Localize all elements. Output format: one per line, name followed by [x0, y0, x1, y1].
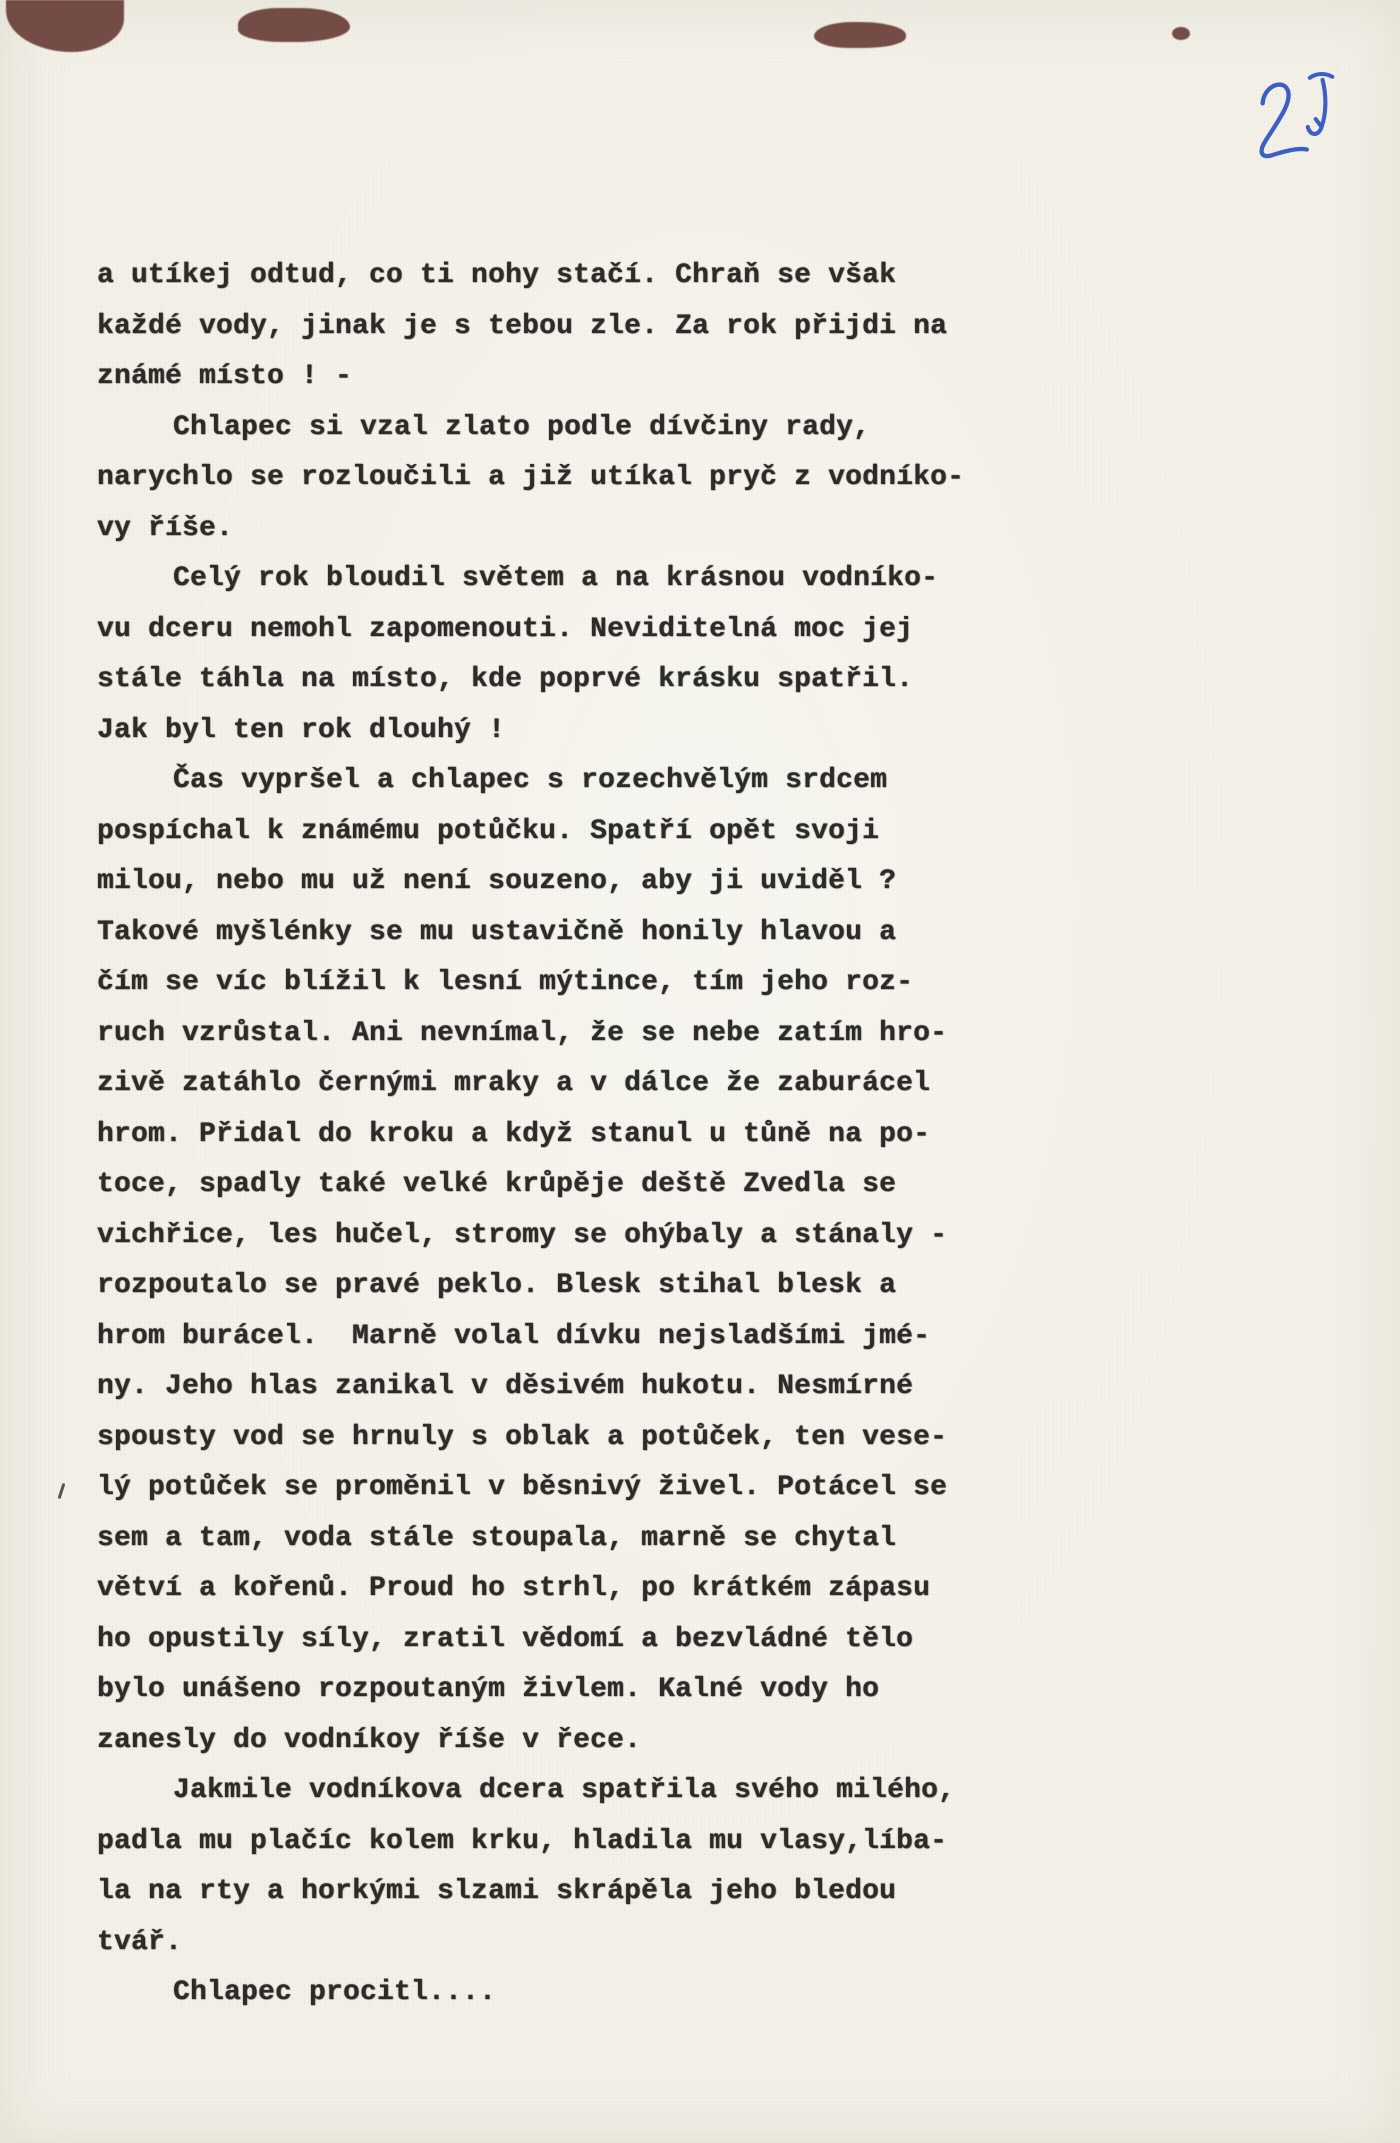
- text-line: zivě zatáhlo černými mraky a v dálce že zaburácel: [97, 1068, 931, 1099]
- scan-artifact: [1172, 27, 1190, 40]
- text-line: bylo unášeno rozpoutaným živlem. Kalné vody ho: [97, 1674, 880, 1705]
- text-line: ny. Jeho hlas zanikal v děsivém hukotu. Nesmírné: [97, 1371, 914, 1402]
- text-line: ho opustily síly, zratil vědomí a bezvládné tělo: [97, 1623, 914, 1655]
- stray-mark: [58, 1483, 66, 1499]
- text-line: hrom. Přidal do kroku a když stanul u tůně na po-: [97, 1118, 931, 1150]
- scan-artifact: [814, 22, 906, 48]
- text-line: ruch vzrůstal. Ani nevnímal, že se nebe zatím hro-: [97, 1017, 948, 1049]
- text-line: stále táhla na místo, kde poprvé krásku spatřil.: [97, 664, 914, 695]
- handwritten-digit-5-bar: [1310, 74, 1333, 78]
- text-line: padla mu plačíc kolem krku, hladila mu vlasy,líba-: [97, 1825, 948, 1857]
- text-line: spousty vod se hrnuly s oblak a potůček, ten vese-: [97, 1421, 948, 1453]
- text-line: vichřice, les hučel, stromy se ohýbaly a stánaly -: [97, 1219, 948, 1251]
- text-line: Takové myšlénky se mu ustavičně honily hlavou a: [97, 916, 897, 948]
- text-line: narychlo se rozloučili a již utíkal pryč z vodníko-: [97, 462, 965, 493]
- text-line: milou, nebo mu už není souzeno, aby ji uviděl ?: [97, 866, 897, 897]
- text-line: větví a kořenů. Proud ho strhl, po krátkém zápasu: [97, 1573, 931, 1604]
- text-line: Čas vypršel a chlapec s rozechvělým srdcem: [173, 765, 888, 796]
- text-line: hrom burácel. Marně volal dívku nejsladšími jmé-: [97, 1320, 931, 1352]
- text-line: vy říše.: [97, 512, 234, 544]
- typewritten-text: [97, 251, 997, 2019]
- text-line: Chlapec si vzal zlato podle dívčiny rady,: [173, 411, 871, 443]
- text-line: tvář.: [97, 1926, 183, 1958]
- handwritten-page-number: [1248, 68, 1348, 176]
- text-line: Chlapec procitl....: [173, 1977, 497, 2008]
- scan-artifact: [6, 0, 124, 52]
- text-line: la na rty a horkými slzami skrápěla jeho bledou: [97, 1876, 897, 1907]
- text-line: čím se víc blížil k lesní mýtince, tím jeho roz-: [97, 967, 914, 998]
- text-line: vu dceru nemohl zapomenouti. Neviditelná moc jej: [97, 613, 914, 645]
- text-line: Celý rok bloudil světem a na krásnou vodníko-: [173, 563, 939, 594]
- text-line: toce, spadly také velké krůpěje deště Zvedla se: [97, 1169, 897, 1200]
- text-line: lý potůček se proměnil v běsnivý živel. Potácel se: [97, 1472, 948, 1503]
- handwritten-digit-2: [1262, 85, 1307, 157]
- text-line: zanesly do vodníkoy říše v řece.: [97, 1724, 642, 1756]
- text-line: rozpoutalo se pravé peklo. Blesk stihal blesk a: [97, 1270, 897, 1301]
- text-line: Jak byl ten rok dlouhý !: [97, 714, 506, 746]
- text-line: sem a tam, voda stále stoupala, marně se chytal: [97, 1522, 897, 1554]
- text-line: známé místo ! -: [97, 361, 353, 392]
- text-line: Jakmile vodníkova dcera spatřila svého milého,: [173, 1775, 956, 1806]
- text-line: a utíkej odtud, co ti nohy stačí. Chraň se však: [97, 260, 897, 291]
- text-line: každé vody, jinak je s tebou zle. Za rok přijdi na: [97, 310, 948, 342]
- scan-artifact: [238, 8, 350, 42]
- handwritten-digit-5-stem: [1308, 80, 1326, 134]
- text-line: pospíchal k známému potůčku. Spatří opět svoji: [97, 815, 880, 847]
